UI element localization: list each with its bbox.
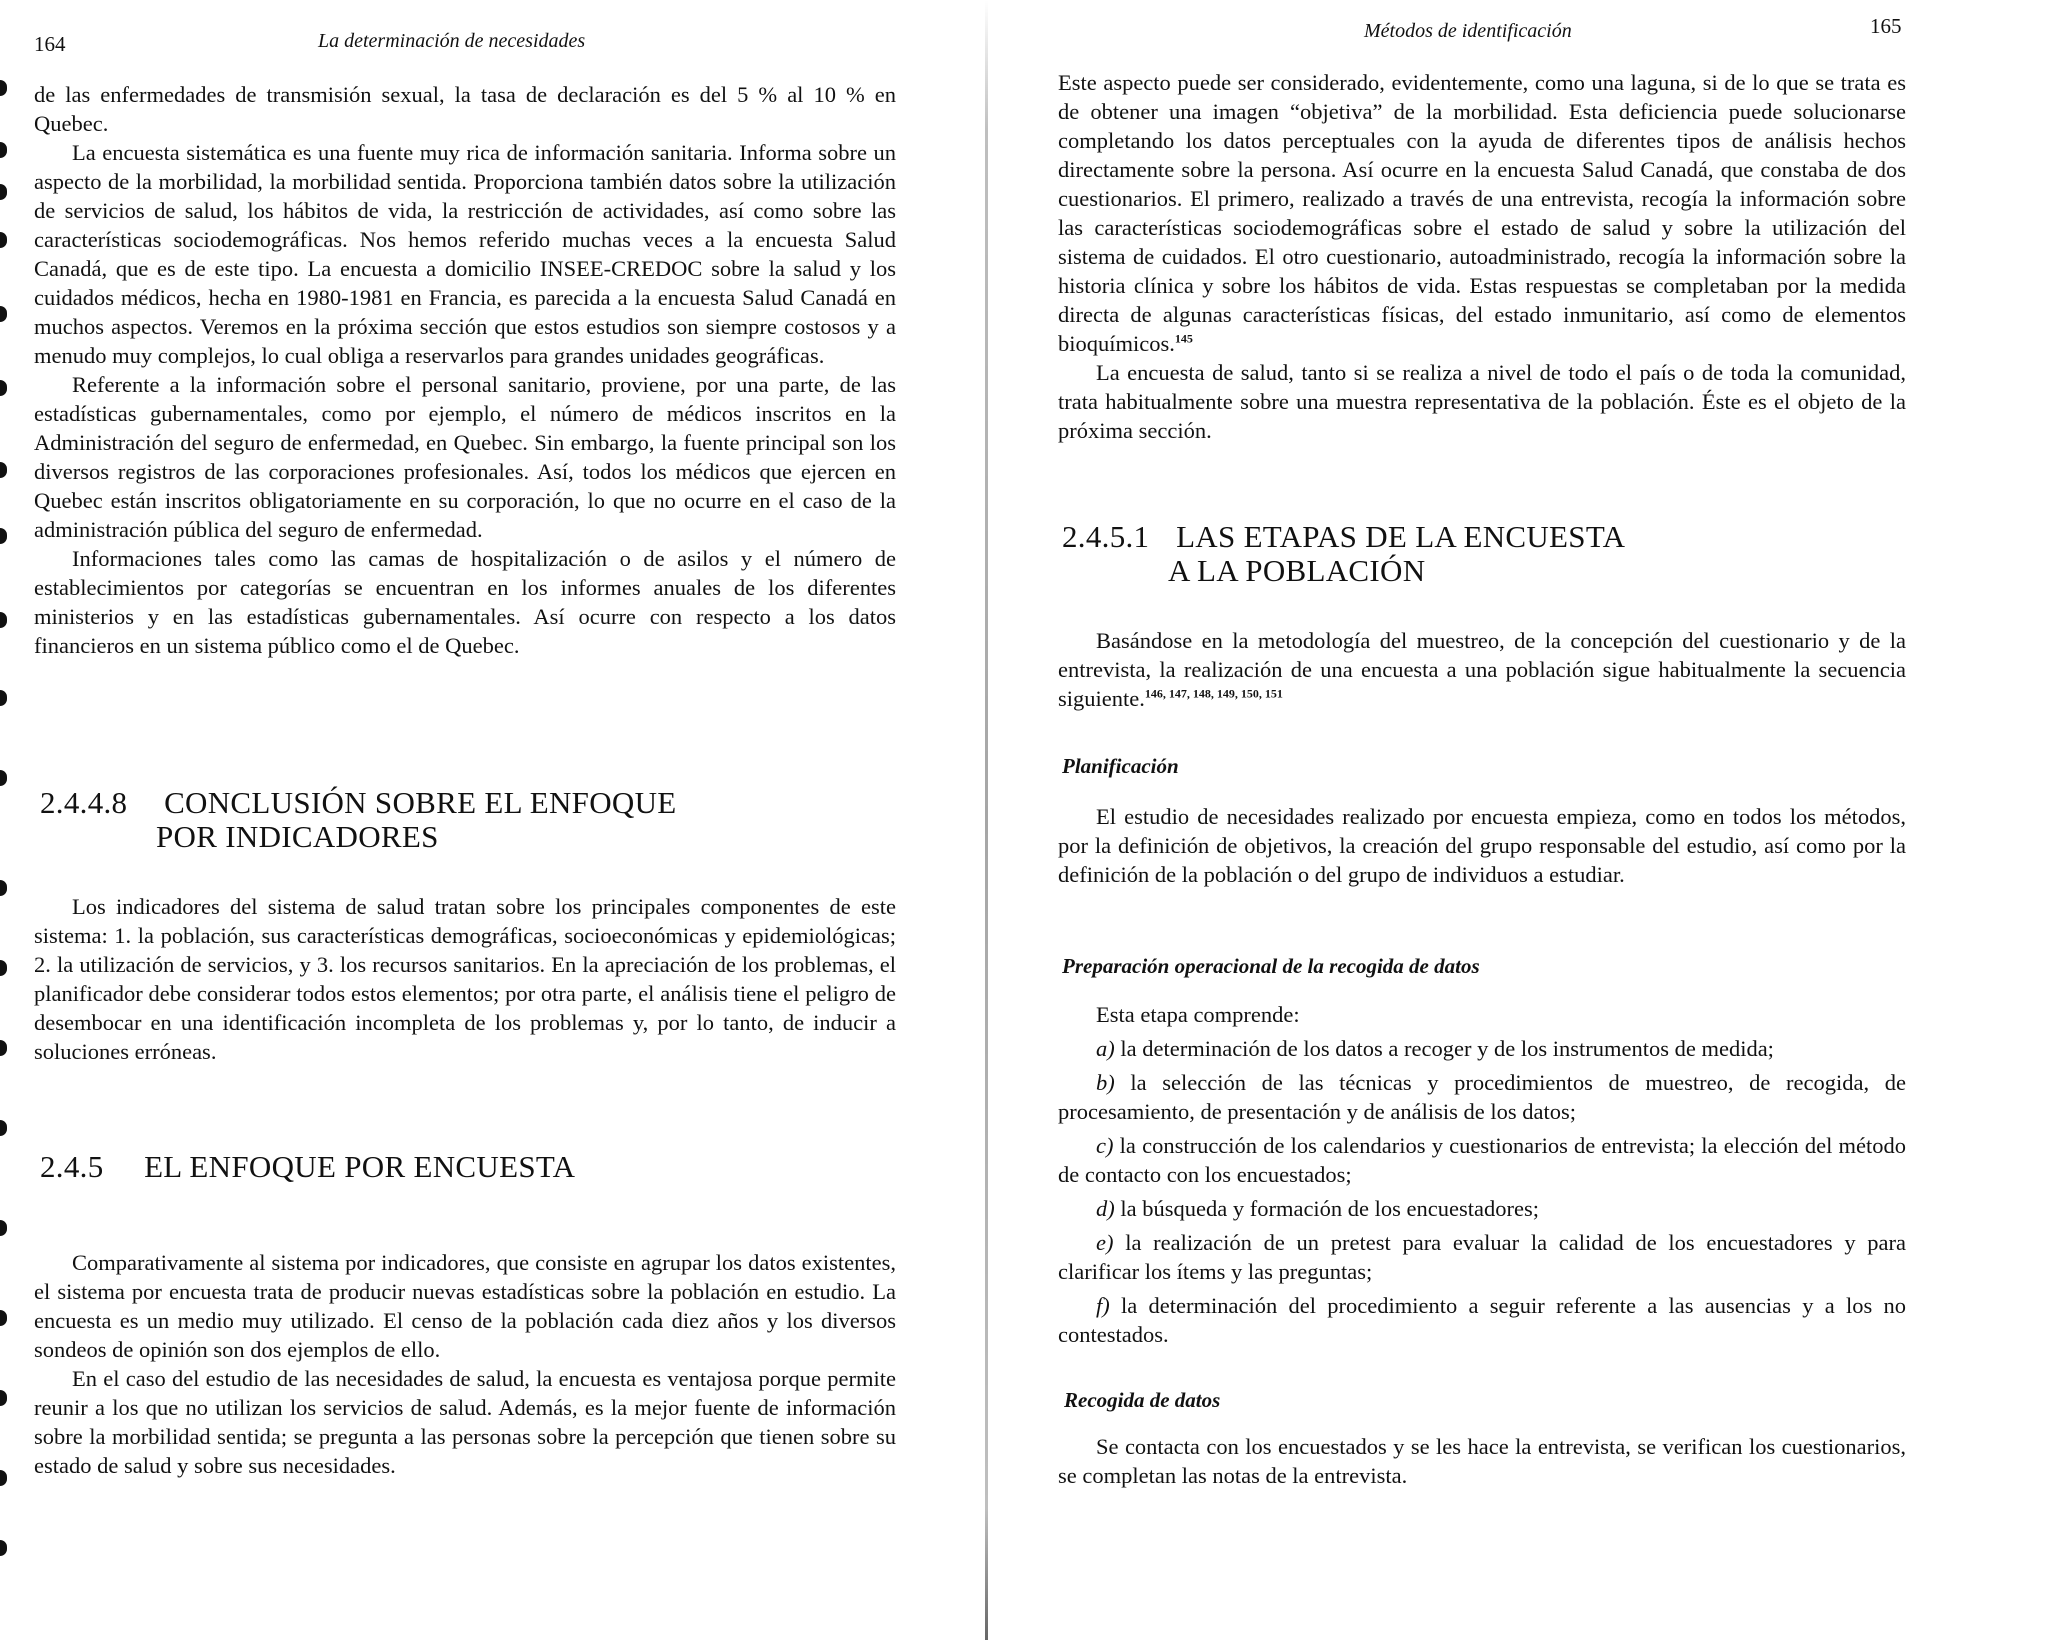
footnote-ref: 145	[1174, 331, 1193, 346]
intro-text	[1058, 68, 1906, 445]
subheading-recogida: Recogida de datos	[1064, 1388, 1221, 1412]
book-gutter	[985, 0, 988, 1640]
list-lead: Esta etapa comprende:	[1096, 1002, 1300, 1027]
page-number: 164	[34, 32, 66, 56]
list-item: b) la selección de las técnicas y procedimientos de muestreo, de recogida, de procesamiento, de presentación y de análisis de los datos;	[1058, 1070, 1907, 1124]
recogida-text	[1058, 1432, 1906, 1490]
section-title: EL ENFOQUE POR ENCUESTA	[144, 1149, 576, 1184]
section-title-line: LAS ETAPAS DE LA ENCUESTA	[1176, 519, 1626, 554]
list-item: c) la construcción de los calendarios y cuestionarios de entrevista; la elección del método de contacto con los encuestados;	[1058, 1133, 1906, 1187]
preparacion-list	[1058, 1000, 1906, 1354]
list-item: a) la determinación de los datos a recoger y de los instrumentos de medida;	[1096, 1036, 1774, 1061]
paragraph: Los indicadores del sistema de salud tratan sobre los principales componentes de este sistema: 1. la población, sus características demográficas, socioeconómicas y epidemiológicas; 2. la utilización de servicios, y 3. los recursos sanitarios. En la apreciación de los problemas, el planificador debe considerar todos estos elementos; por otra parte, el análisis tiene el peligro de desembocar en una identificación incompleta de los problemas y, por lo tanto, de inducir a soluciones erróneas.	[34, 894, 896, 1064]
paragraph: Comparativamente al sistema por indicadores, que consiste en agrupar los datos existentes, el sistema por encuesta trata de producir nuevas estadísticas sobre la población en estudio. La encuesta es un medio muy utilizado. El censo de la población cada diez años y los diversos sondeos de opinión son dos ejemplos de ello.	[34, 1250, 896, 1362]
section-number: 2.4.4.8	[40, 785, 128, 820]
planificacion-text	[1058, 802, 1906, 889]
intro-text	[34, 80, 896, 660]
page-number: 165	[1870, 14, 1902, 38]
running-head: La determinación de necesidades	[318, 30, 586, 52]
list-item: d) la búsqueda y formación de los encuestadores;	[1096, 1196, 1539, 1221]
paragraph: Basándose en la metodología del muestreo, de la concepción del cuestionario y de la entrevista, la realización de una encuesta a una población sigue habitualmente la secuencia siguiente.	[1058, 628, 1906, 711]
list-item: e) la realización de un pretest para evaluar la calidad de los encuestadores y para clarificar los ítems y las preguntas;	[1058, 1230, 1907, 1284]
paragraph: Este aspecto puede ser considerado, evidentemente, como una laguna, si de lo que se trata es de obtener una imagen “objetiva” de la morbilidad. Esta deficiencia puede solucionarse completando los datos perceptuales con la ayuda de diferentes tipos de análisis hechos directamente sobre la persona. Así ocurre en la encuesta Salud Canadá, que constaba de dos cuestionarios. El primero, realizado a través de una entrevista, recogía la información sobre las características sociodemográficas sobre el estado de salud y sobre la utilización del sistema de cuidados. El otro cuestionario, autoadministrado, recogía la información sobre la historia clínica y sobre los hábitos de vida. Estas respuestas se completaban por la medida directa de algunas características físicas, del estado inmunitario, así como de elementos bioquímicos.	[1058, 70, 1906, 356]
section-title-line: A LA POBLACIÓN	[1168, 553, 1426, 588]
left-page	[0, 0, 990, 1640]
section-heading-245	[40, 1150, 575, 1184]
right-page	[990, 0, 2048, 1640]
paragraph: Referente a la información sobre el personal sanitario, proviene, por una parte, de las estadísticas gubernamentales, como por ejemplo, el número de médicos inscritos en la Administración del seguro de enfermedad, en Quebec. Sin embargo, la fuente principal son los diversos registros de las corporaciones profesionales. Así, todos los médicos que ejercen en Quebec están inscritos obligatoriamente en su corporación, lo que no ocurre en el caso de la administración pública del seguro de enfermedad.	[34, 372, 896, 542]
footnote-refs: 146, 147, 148, 149, 150, 151	[1144, 686, 1283, 701]
list-item: f) la determinación del procedimiento a seguir referente a las ausencias y a los no contestados.	[1058, 1293, 1907, 1347]
section-title-line: CONCLUSIÓN SOBRE EL ENFOQUE	[164, 785, 677, 820]
section-2451-text	[1058, 626, 1906, 713]
paragraph: El estudio de necesidades realizado por encuesta empieza, como en todos los métodos, por la definición de objetivos, la creación del grupo responsable del estudio, así como por la definición de la población o del grupo de individuos a estudiar.	[1058, 804, 1906, 887]
section-2448-text	[34, 892, 896, 1066]
paragraph: Informaciones tales como las camas de hospitalización o de asilos y el número de establecimientos por categorías se encuentran en los informes anuales de los diferentes ministerios y en las estadísticas gubernamentales. Así ocurre con respecto a los datos financieros en un sistema público como el de Quebec.	[34, 546, 896, 658]
subheading-planificacion: Planificación	[1062, 754, 1179, 778]
paragraph: Se contacta con los encuestados y se les hace la entrevista, se verifican los cuestionarios, se completan las notas de la entrevista.	[1058, 1434, 1906, 1488]
paragraph: La encuesta sistemática es una fuente muy rica de información sanitaria. Informa sobre un aspecto de la morbilidad, la morbilidad sentida. Proporciona también datos sobre la utilización de servicios de salud, los hábitos de vida, la restricción de actividades, así como sobre las características sociodemográficas. Nos hemos referido muchas veces a la encuesta Salud Canadá, que es de este tipo. La encuesta a domicilio INSEE-CREDOC sobre la salud y los cuidados médicos, hecha en 1980-1981 en Francia, es parecida a la encuesta Salud Canadá en muchos aspectos. Veremos en la próxima sección que estos estudios son siempre costosos y a menudo muy complejos, lo cual obliga a reservarlos para grandes unidades geográficas.	[34, 140, 896, 368]
page-edge-marks	[0, 80, 10, 1630]
section-title-line: POR INDICADORES	[156, 819, 439, 854]
section-number: 2.4.5	[40, 1149, 104, 1184]
paragraph: de las enfermedades de transmisión sexual, la tasa de declaración es del 5 % al 10 % en Quebec.	[34, 82, 896, 136]
section-number: 2.4.5.1	[1062, 519, 1150, 554]
subheading-preparacion: Preparación operacional de la recogida de datos	[1062, 954, 1480, 978]
running-head: Métodos de identificación	[1364, 20, 1572, 42]
section-245-text	[34, 1248, 896, 1480]
paragraph: La encuesta de salud, tanto si se realiza a nivel de todo el país o de toda la comunidad, trata habitualmente sobre una muestra representativa de la población. Éste es el objeto de la próxima sección.	[1058, 360, 1906, 443]
section-heading-2451	[1062, 520, 1625, 588]
paragraph: En el caso del estudio de las necesidades de salud, la encuesta es ventajosa porque permite reunir a los que no utilizan los servicios de salud. Además, es la mejor fuente de información sobre la morbilidad sentida; se pregunta a las personas sobre la percepción que tienen sobre su estado de salud y sobre sus necesidades.	[34, 1366, 896, 1478]
section-heading-2448	[40, 786, 677, 854]
